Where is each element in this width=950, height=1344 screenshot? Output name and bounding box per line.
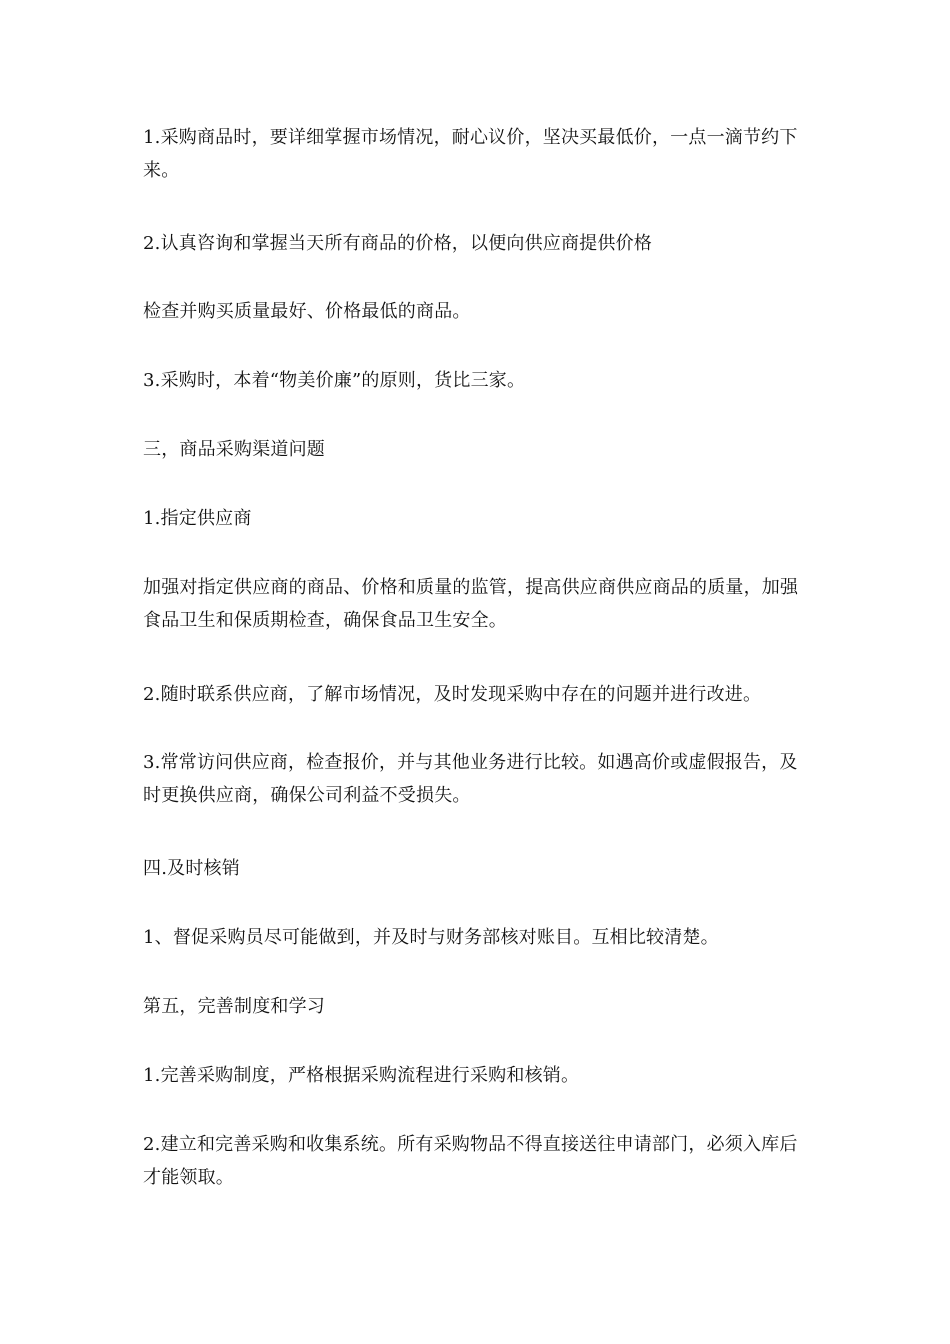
- paragraph-check-quality: 检查并购买质量最好、价格最低的商品。: [143, 301, 471, 322]
- paragraph-visit-supplier: 3.常常访问供应商，检查报价，并与其他业务进行比较。如遇高价或虚假报告，及时更换供应商，确保公司利益不受损失。: [143, 752, 798, 806]
- paragraph-improve-system: 1.完善采购制度，严格根据采购流程进行采购和核销。: [143, 1065, 580, 1086]
- paragraph-designated-supplier: 1.指定供应商: [143, 508, 252, 529]
- paragraph-reconcile: 1、督促采购员尽可能做到，并及时与财务部核对账目。互相比较清楚。: [143, 927, 719, 948]
- paragraph-warehouse: 2.建立和完善采购和收集系统。所有采购物品不得直接送往申请部门，必须入库后才能领取。: [143, 1134, 798, 1188]
- section-heading-system: 第五，完善制度和学习: [143, 996, 325, 1017]
- paragraph-consult-prices: 2.认真咨询和掌握当天所有商品的价格，以便向供应商提供价格: [143, 233, 652, 254]
- paragraph-supervision: 加强对指定供应商的商品、价格和质量的监管，提高供应商供应商品的质量，加强食品卫生和保质期检查，确保食品卫生安全。: [143, 577, 799, 631]
- section-heading-channels: 三，商品采购渠道问题: [143, 439, 325, 460]
- paragraph-purchase-price: 1.采购商品时，要详细掌握市场情况，耐心议价，坚决买最低价，一点一滴节约下来。: [143, 127, 798, 181]
- section-heading-writeoff: 四.及时核销: [143, 858, 240, 879]
- paragraph-contact-supplier: 2.随时联系供应商，了解市场情况，及时发现采购中存在的问题并进行改进。: [143, 684, 762, 705]
- paragraph-compare-three: 3.采购时，本着“物美价廉”的原则，货比三家。: [143, 370, 526, 391]
